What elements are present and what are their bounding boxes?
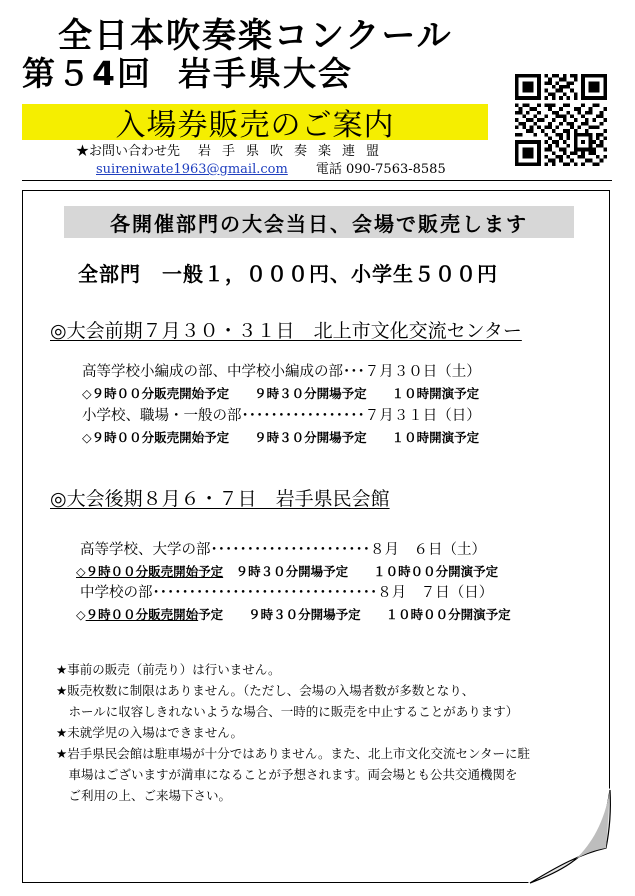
period1-row1-schedule: ◇９時００分販売開始予定 ９時３０分開場予定 １０時開演予定 [82,386,480,401]
period2-row1-division: 高等学校、大学の部･･････････････････････８月 ６日（土） [80,542,486,558]
header-divider [22,180,612,181]
period1-title: ◎大会前期７月３０・３１日 北上市文化交流センター [50,320,522,342]
note-parking-cont1: 車場はございますが満車になることが予想されます。両会場とも公共交通機関を [56,767,518,782]
period2-row2-division: 中学校の部･･･････････････････････････････８月 ７日（日） [80,585,494,601]
ticket-sales-banner [22,104,488,143]
qr-finder-top-right [581,74,607,100]
period2-row1-open-times: ９時３０分開場予定 １０時００分開演予定 [223,564,499,579]
period2-title: ◎大会後期８月６・７日 岩手県民会館 [50,488,390,510]
qr-code[interactable] [515,74,607,166]
note-parking-cont2: ご利用の上、ご来場下さい。 [56,788,232,803]
period1-row1-division: 高等学校小編成の部、中学校小編成の部･･･７月３０日（土） [82,364,481,380]
note-no-presale: ★事前の販売（前売り）は行いません。 [56,662,281,677]
period2-row2-diamond: ◇ [76,607,86,622]
note-parking: ★岩手県民会館は駐車場が十分ではありません。また、北上市文化交流センターに駐 [56,746,530,761]
period2-row2-sales-start: ９時００分販売開始 [85,607,199,622]
page-curl-decoration [528,788,618,888]
note-no-limit: ★販売枚数に制限はありません。（ただし、会場の入場者数が多数となり、 [56,683,475,698]
contact-email-link[interactable]: suireniwate1963@gmail.com [96,162,288,177]
note-preschool: ★未就学児の入場はできません。 [56,725,243,740]
contact-phone: 電話 090-7563-8585 [315,162,446,177]
note-no-limit-cont: ホールに収容しきれないような場合、一時的に販売を中止することがあります） [56,704,519,719]
contact-details [96,158,446,177]
period1-row2-schedule: ◇９時００分販売開始予定 ９時３０分開場予定 １０時開演予定 [82,430,480,445]
edition-number: 第５4回 [22,54,152,93]
banner-text: 入場券販売のご案内 [115,108,395,143]
prefecture-event: 岩手県大会 [177,54,353,93]
ticket-price: 全部門 一般１，０００円、小学生５００円 [78,262,498,286]
period1-row2-division: 小学校、職場・一般の部･････････････････７月３１日（日） [82,408,481,424]
contact-label: ★お問い合わせ先 [76,144,181,159]
period2-row1-sales-start: ◇９時００分販売開始予定 [76,564,224,579]
qr-finder-top-left [515,74,541,100]
contact-line [76,140,390,159]
contact-org: 岩手県吹奏楽連盟 [198,144,391,159]
period2-row2-open-times: 予定 ９時３０分開場予定 １０時００分開演予定 [198,607,511,622]
event-title: 全日本吹奏楽コンクール [58,16,453,56]
headline-text: 各開催部門の大会当日、会場で販売します [110,211,528,236]
period2-row1-schedule [76,562,498,580]
event-subtitle [22,48,353,95]
onsite-sales-headline [64,206,574,238]
period2-row2-schedule [76,605,511,623]
qr-finder-bottom-left [515,140,541,166]
